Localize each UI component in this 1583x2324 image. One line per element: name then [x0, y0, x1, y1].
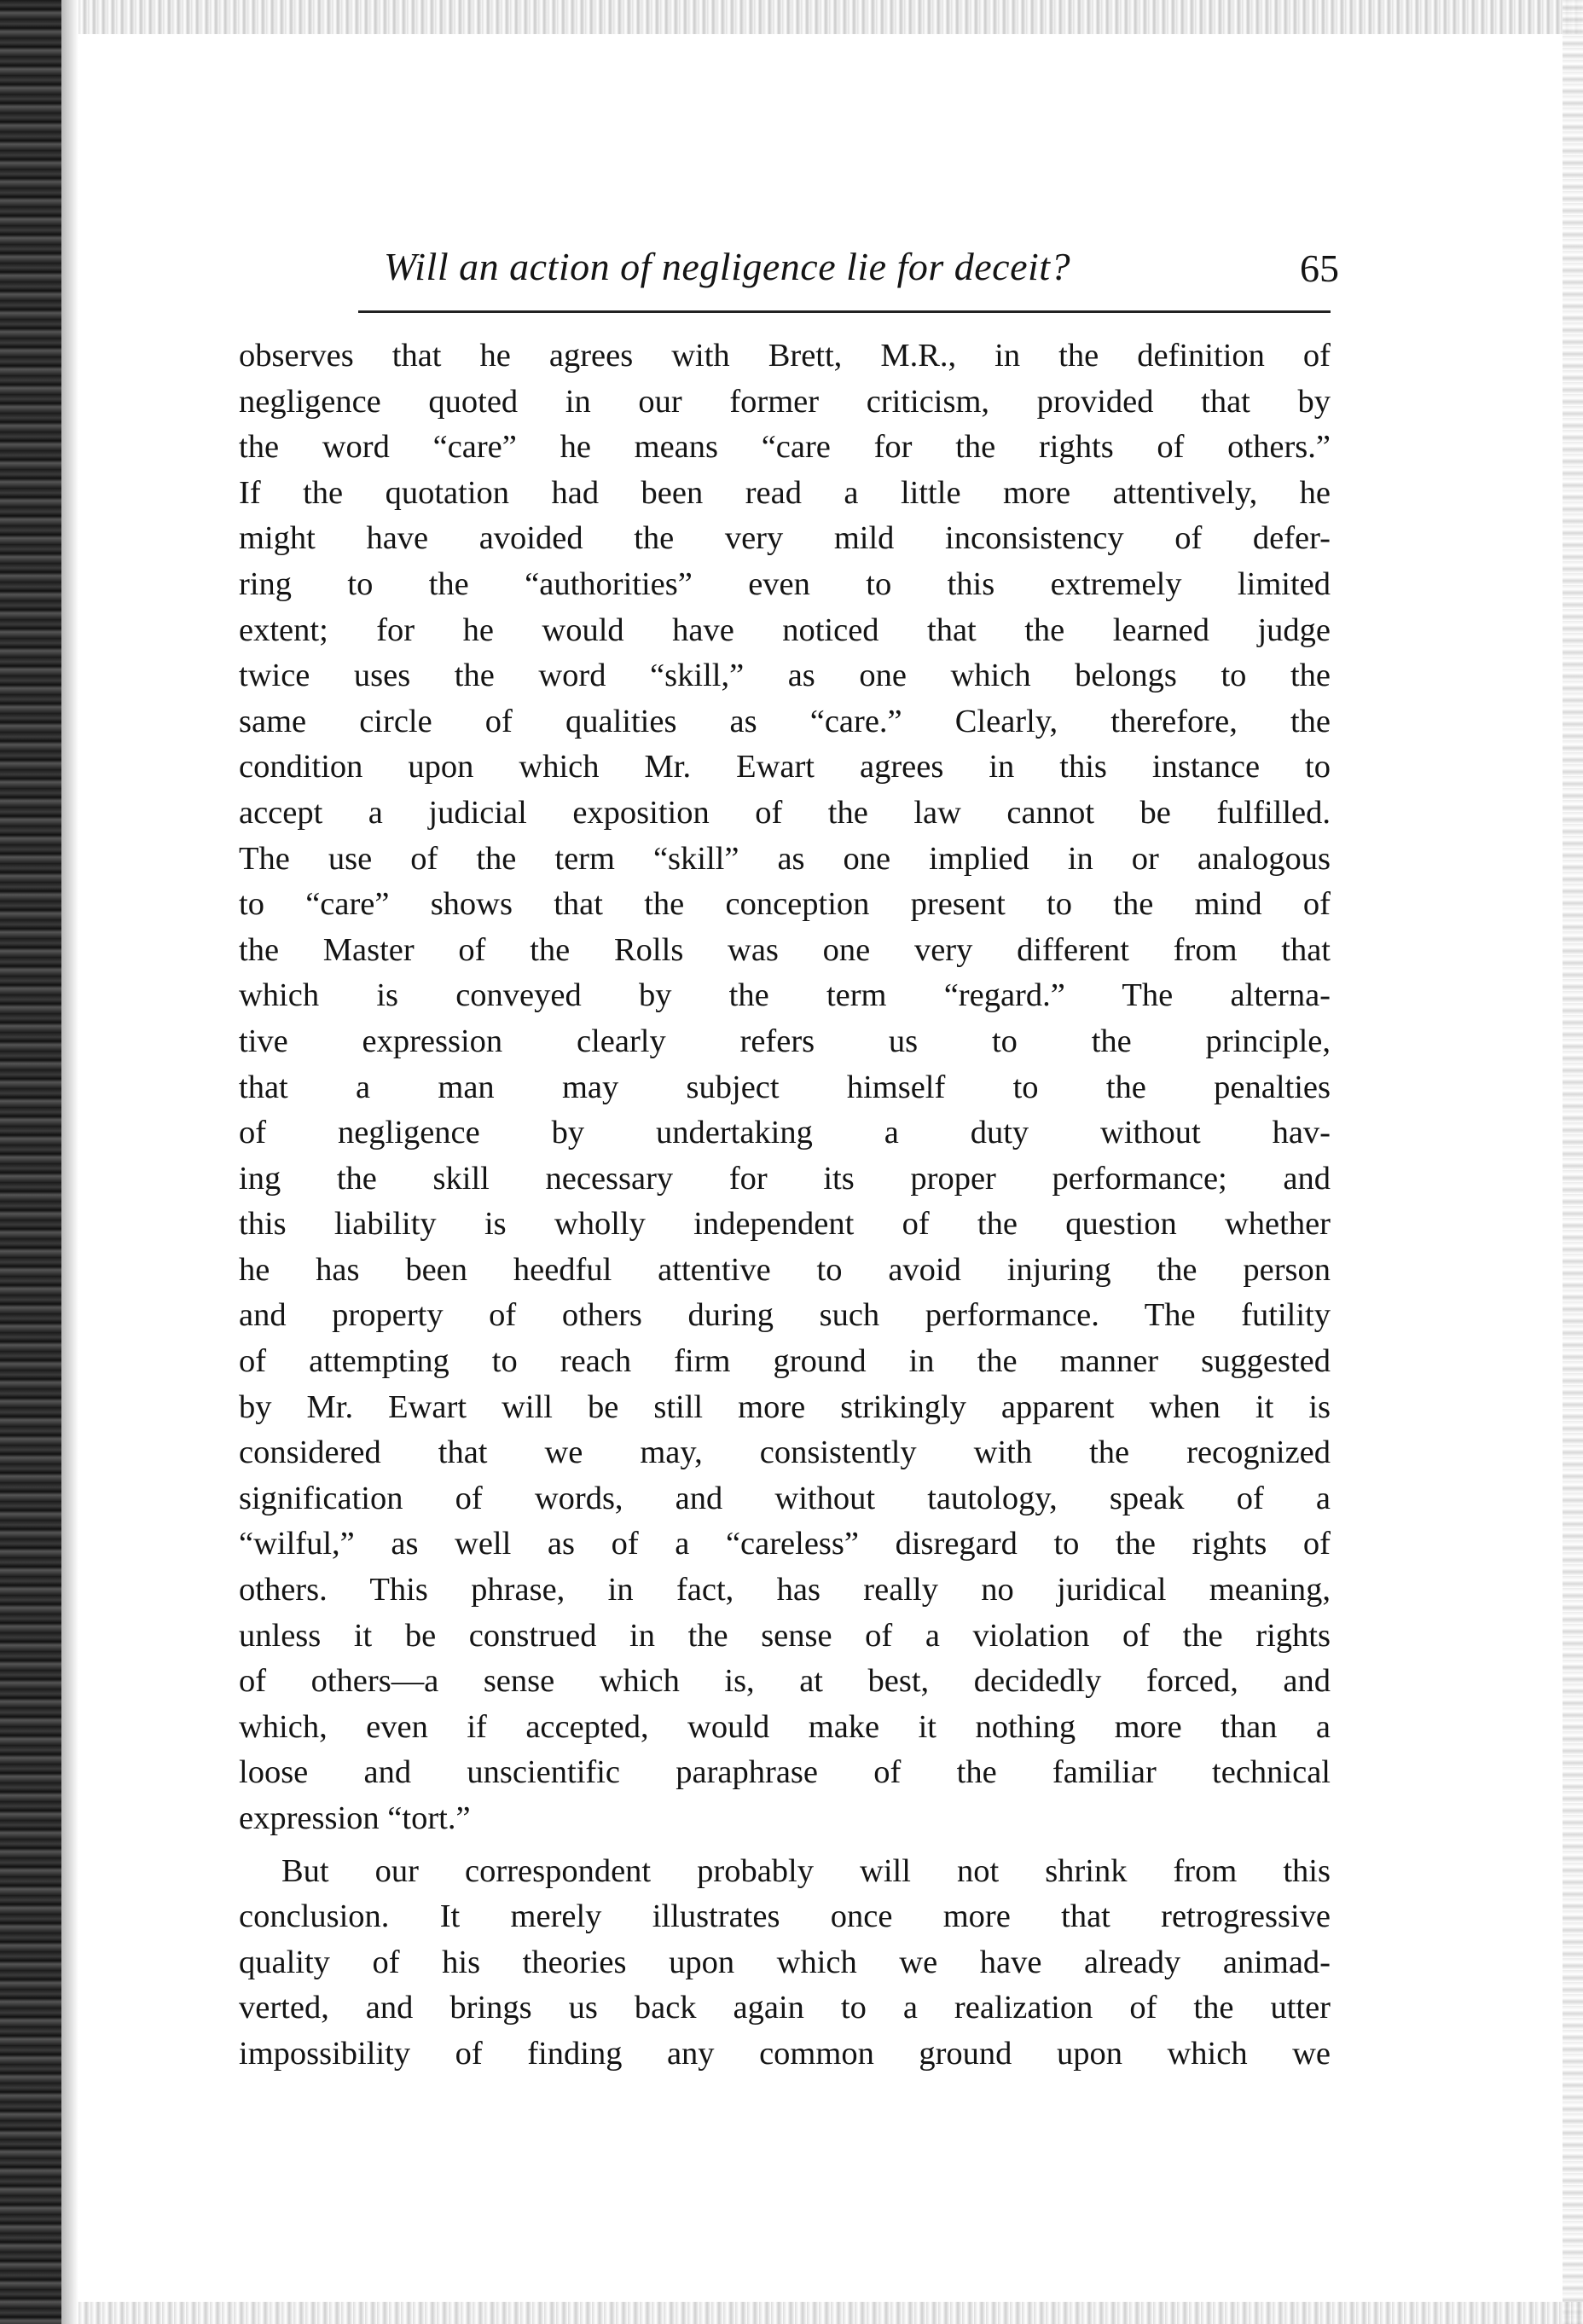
scan-edge-left	[0, 0, 61, 2324]
text-line: of attempting to reach firm ground in the manner suggested	[239, 1343, 1331, 1380]
text-line: this liability is wholly independent of the question whether	[239, 1206, 1331, 1243]
text-line: to “care” shows that the conception present to the mind of	[239, 886, 1331, 923]
text-line: by Mr. Ewart will be still more strikingly apparent when it is	[239, 1388, 1331, 1425]
text-line: ing the skill necessary for its proper performance; and	[239, 1160, 1331, 1197]
paragraph-gap	[239, 1842, 1331, 1849]
text-line: verted, and brings us back again to a realization of the utter	[239, 1990, 1331, 2026]
body-text	[239, 333, 1331, 2078]
scan-edge-left-shadow	[61, 0, 78, 2324]
text-line: which, even if accepted, would make it nothing more than a	[239, 1708, 1331, 1745]
page-number: 65	[1300, 246, 1339, 290]
running-head	[358, 239, 1339, 313]
text-line: The use of the term “skill” as one implied in or analogous	[239, 840, 1331, 877]
text-line: “wilful,” as well as of a “careless” disregard to the rights of	[239, 1526, 1331, 1562]
text-line: considered that we may, consistently with the recognized	[239, 1434, 1331, 1471]
text-line: the Master of the Rolls was one very different from that	[239, 931, 1331, 968]
text-line: condition upon which Mr. Ewart agrees in this instance to	[239, 749, 1331, 785]
text-line: others. This phrase, in fact, has really no juridical meaning,	[239, 1572, 1331, 1608]
text-line: negligence quoted in our former criticism, provided that by	[239, 383, 1331, 420]
text-line: tive expression clearly refers us to the principle,	[239, 1023, 1331, 1059]
text-line: which is conveyed by the term “regard.” The alterna-	[239, 977, 1331, 1014]
text-line: of negligence by undertaking a duty without hav-	[239, 1115, 1331, 1151]
text-line: quality of his theories upon which we have already animad-	[239, 1944, 1331, 1980]
text-line: the word “care” he means “care for the rights of others.”	[239, 429, 1331, 466]
text-line: unless it be construed in the sense of a violation of the rights	[239, 1617, 1331, 1654]
text-line: ring to the “authorities” even to this extremely limited	[239, 565, 1331, 602]
text-line: and property of others during such performance. The futility	[239, 1297, 1331, 1334]
text-line: same circle of qualities as “care.” Clearly, therefore, the	[239, 703, 1331, 739]
text-line: twice uses the word “skill,” as one which belongs to the	[239, 658, 1331, 694]
text-line: observes that he agrees with Brett, M.R., in the definition of	[239, 338, 1331, 374]
text-line: loose and unscientific paraphrase of the familiar technical	[239, 1754, 1331, 1791]
text-line: signification of words, and without tautology, speak of a	[239, 1480, 1331, 1516]
text-line: impossibility of finding any common ground upon which we	[239, 2035, 1331, 2072]
paragraph-2	[239, 1849, 1331, 2078]
scan-edge-bottom	[78, 2302, 1583, 2324]
text-line: extent; for he would have noticed that the learned judge	[239, 611, 1331, 648]
running-title: Will an action of negligence lie for deceit?	[384, 245, 1071, 288]
text-line: that a man may subject himself to the penalties	[239, 1069, 1331, 1105]
text-line: of others—a sense which is, at best, decidedly forced, and	[239, 1663, 1331, 1700]
book-page	[239, 239, 1339, 2078]
scan-edge-right	[1563, 0, 1583, 2324]
paragraph-1	[239, 333, 1331, 1842]
scan-edge-top	[78, 0, 1583, 34]
text-line: If the quotation had been read a little more attentively, he	[239, 474, 1331, 511]
text-line: accept a judicial exposition of the law cannot be fulfilled.	[239, 794, 1331, 831]
text-line: But our correspondent probably will not shrink from this	[281, 1852, 1331, 1889]
text-line: expression “tort.”	[239, 1800, 471, 1836]
text-line: might have avoided the very mild inconsistency of defer-	[239, 520, 1331, 557]
text-line: he has been heedful attentive to avoid injuring the person	[239, 1251, 1331, 1288]
text-line: conclusion. It merely illustrates once more that retrogressive	[239, 1898, 1331, 1935]
